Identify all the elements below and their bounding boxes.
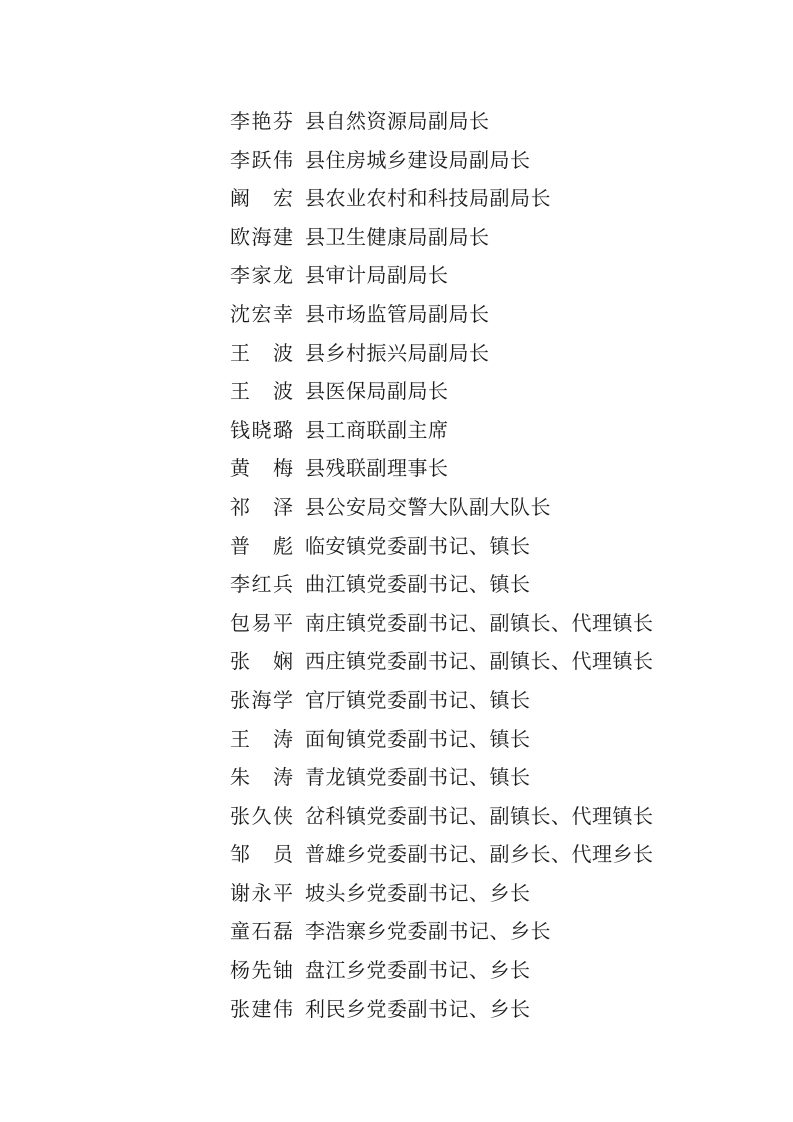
person-name: 欧海建 bbox=[230, 224, 293, 249]
person-name: 张久侠 bbox=[230, 803, 293, 828]
person-name: 杨先铀 bbox=[230, 958, 293, 983]
position-title: 南庄镇党委副书记、副镇长、代理镇长 bbox=[305, 610, 654, 635]
position-title: 县卫生健康局副局长 bbox=[305, 224, 490, 249]
person-name: 黄 梅 bbox=[230, 456, 293, 481]
list-item bbox=[230, 179, 654, 218]
position-title: 县市场监管局副局长 bbox=[305, 301, 490, 326]
position-title: 利民乡党委副书记、乡长 bbox=[305, 996, 531, 1021]
list-item bbox=[230, 411, 654, 450]
position-title: 李浩寨乡党委副书记、乡长 bbox=[305, 919, 551, 944]
person-name: 祁 泽 bbox=[230, 494, 293, 519]
person-name: 张海学 bbox=[230, 687, 293, 712]
list-item bbox=[230, 565, 654, 604]
appointment-list bbox=[230, 102, 654, 1028]
person-name: 普 彪 bbox=[230, 533, 293, 558]
list-item bbox=[230, 912, 654, 951]
person-name: 童石磊 bbox=[230, 919, 293, 944]
person-name: 钱晓璐 bbox=[230, 417, 293, 442]
position-title: 县乡村振兴局副局长 bbox=[305, 340, 490, 365]
list-item bbox=[230, 797, 654, 836]
position-title: 面甸镇党委副书记、镇长 bbox=[305, 726, 531, 751]
list-item bbox=[230, 334, 654, 373]
list-item bbox=[230, 874, 654, 913]
position-title: 县自然资源局副局长 bbox=[305, 109, 490, 133]
position-title: 官厅镇党委副书记、镇长 bbox=[305, 687, 531, 712]
person-name: 朱 涛 bbox=[230, 765, 293, 790]
position-title: 曲江镇党委副书记、镇长 bbox=[305, 572, 531, 597]
position-title: 县公安局交警大队副大队长 bbox=[305, 494, 551, 519]
position-title: 县审计局副局长 bbox=[305, 263, 449, 288]
position-title: 普雄乡党委副书记、副乡长、代理乡长 bbox=[305, 842, 654, 867]
position-title: 坡头乡党委副书记、乡长 bbox=[305, 880, 531, 905]
person-name: 沈宏幸 bbox=[230, 301, 293, 326]
person-name: 阚 宏 bbox=[230, 186, 293, 211]
list-item bbox=[230, 372, 654, 411]
list-item bbox=[230, 604, 654, 643]
list-item bbox=[230, 758, 654, 797]
list-item bbox=[230, 488, 654, 527]
list-item bbox=[230, 295, 654, 334]
position-title: 盘江乡党委副书记、乡长 bbox=[305, 958, 531, 983]
person-name: 包易平 bbox=[230, 610, 293, 635]
person-name: 王 波 bbox=[230, 340, 293, 365]
list-item bbox=[230, 102, 654, 141]
person-name: 王 涛 bbox=[230, 726, 293, 751]
list-item bbox=[230, 527, 654, 566]
list-item bbox=[230, 951, 654, 990]
position-title: 县工商联副主席 bbox=[305, 417, 449, 442]
list-item bbox=[230, 990, 654, 1029]
list-item bbox=[230, 720, 654, 759]
person-name: 张建伟 bbox=[230, 996, 293, 1021]
person-name: 张 娴 bbox=[230, 649, 293, 674]
list-item bbox=[230, 256, 654, 295]
position-title: 县残联副理事长 bbox=[305, 456, 449, 481]
list-item bbox=[230, 835, 654, 874]
list-item bbox=[230, 642, 654, 681]
position-title: 县医保局副局长 bbox=[305, 379, 449, 404]
person-name: 李红兵 bbox=[230, 572, 293, 597]
position-title: 西庄镇党委副书记、副镇长、代理镇长 bbox=[305, 649, 654, 674]
position-title: 县农业农村和科技局副局长 bbox=[305, 186, 551, 211]
person-name: 李跃伟 bbox=[230, 147, 293, 172]
position-title: 青龙镇党委副书记、镇长 bbox=[305, 765, 531, 790]
person-name: 李家龙 bbox=[230, 263, 293, 288]
person-name: 李艳芬 bbox=[230, 109, 293, 133]
list-item bbox=[230, 681, 654, 720]
person-name: 王 波 bbox=[230, 379, 293, 404]
position-title: 临安镇党委副书记、镇长 bbox=[305, 533, 531, 558]
position-title: 县住房城乡建设局副局长 bbox=[305, 147, 531, 172]
person-name: 谢永平 bbox=[230, 880, 293, 905]
position-title: 岔科镇党委副书记、副镇长、代理镇长 bbox=[305, 803, 654, 828]
list-item bbox=[230, 141, 654, 180]
list-item bbox=[230, 449, 654, 488]
person-name: 邹 员 bbox=[230, 842, 293, 867]
list-item bbox=[230, 218, 654, 257]
